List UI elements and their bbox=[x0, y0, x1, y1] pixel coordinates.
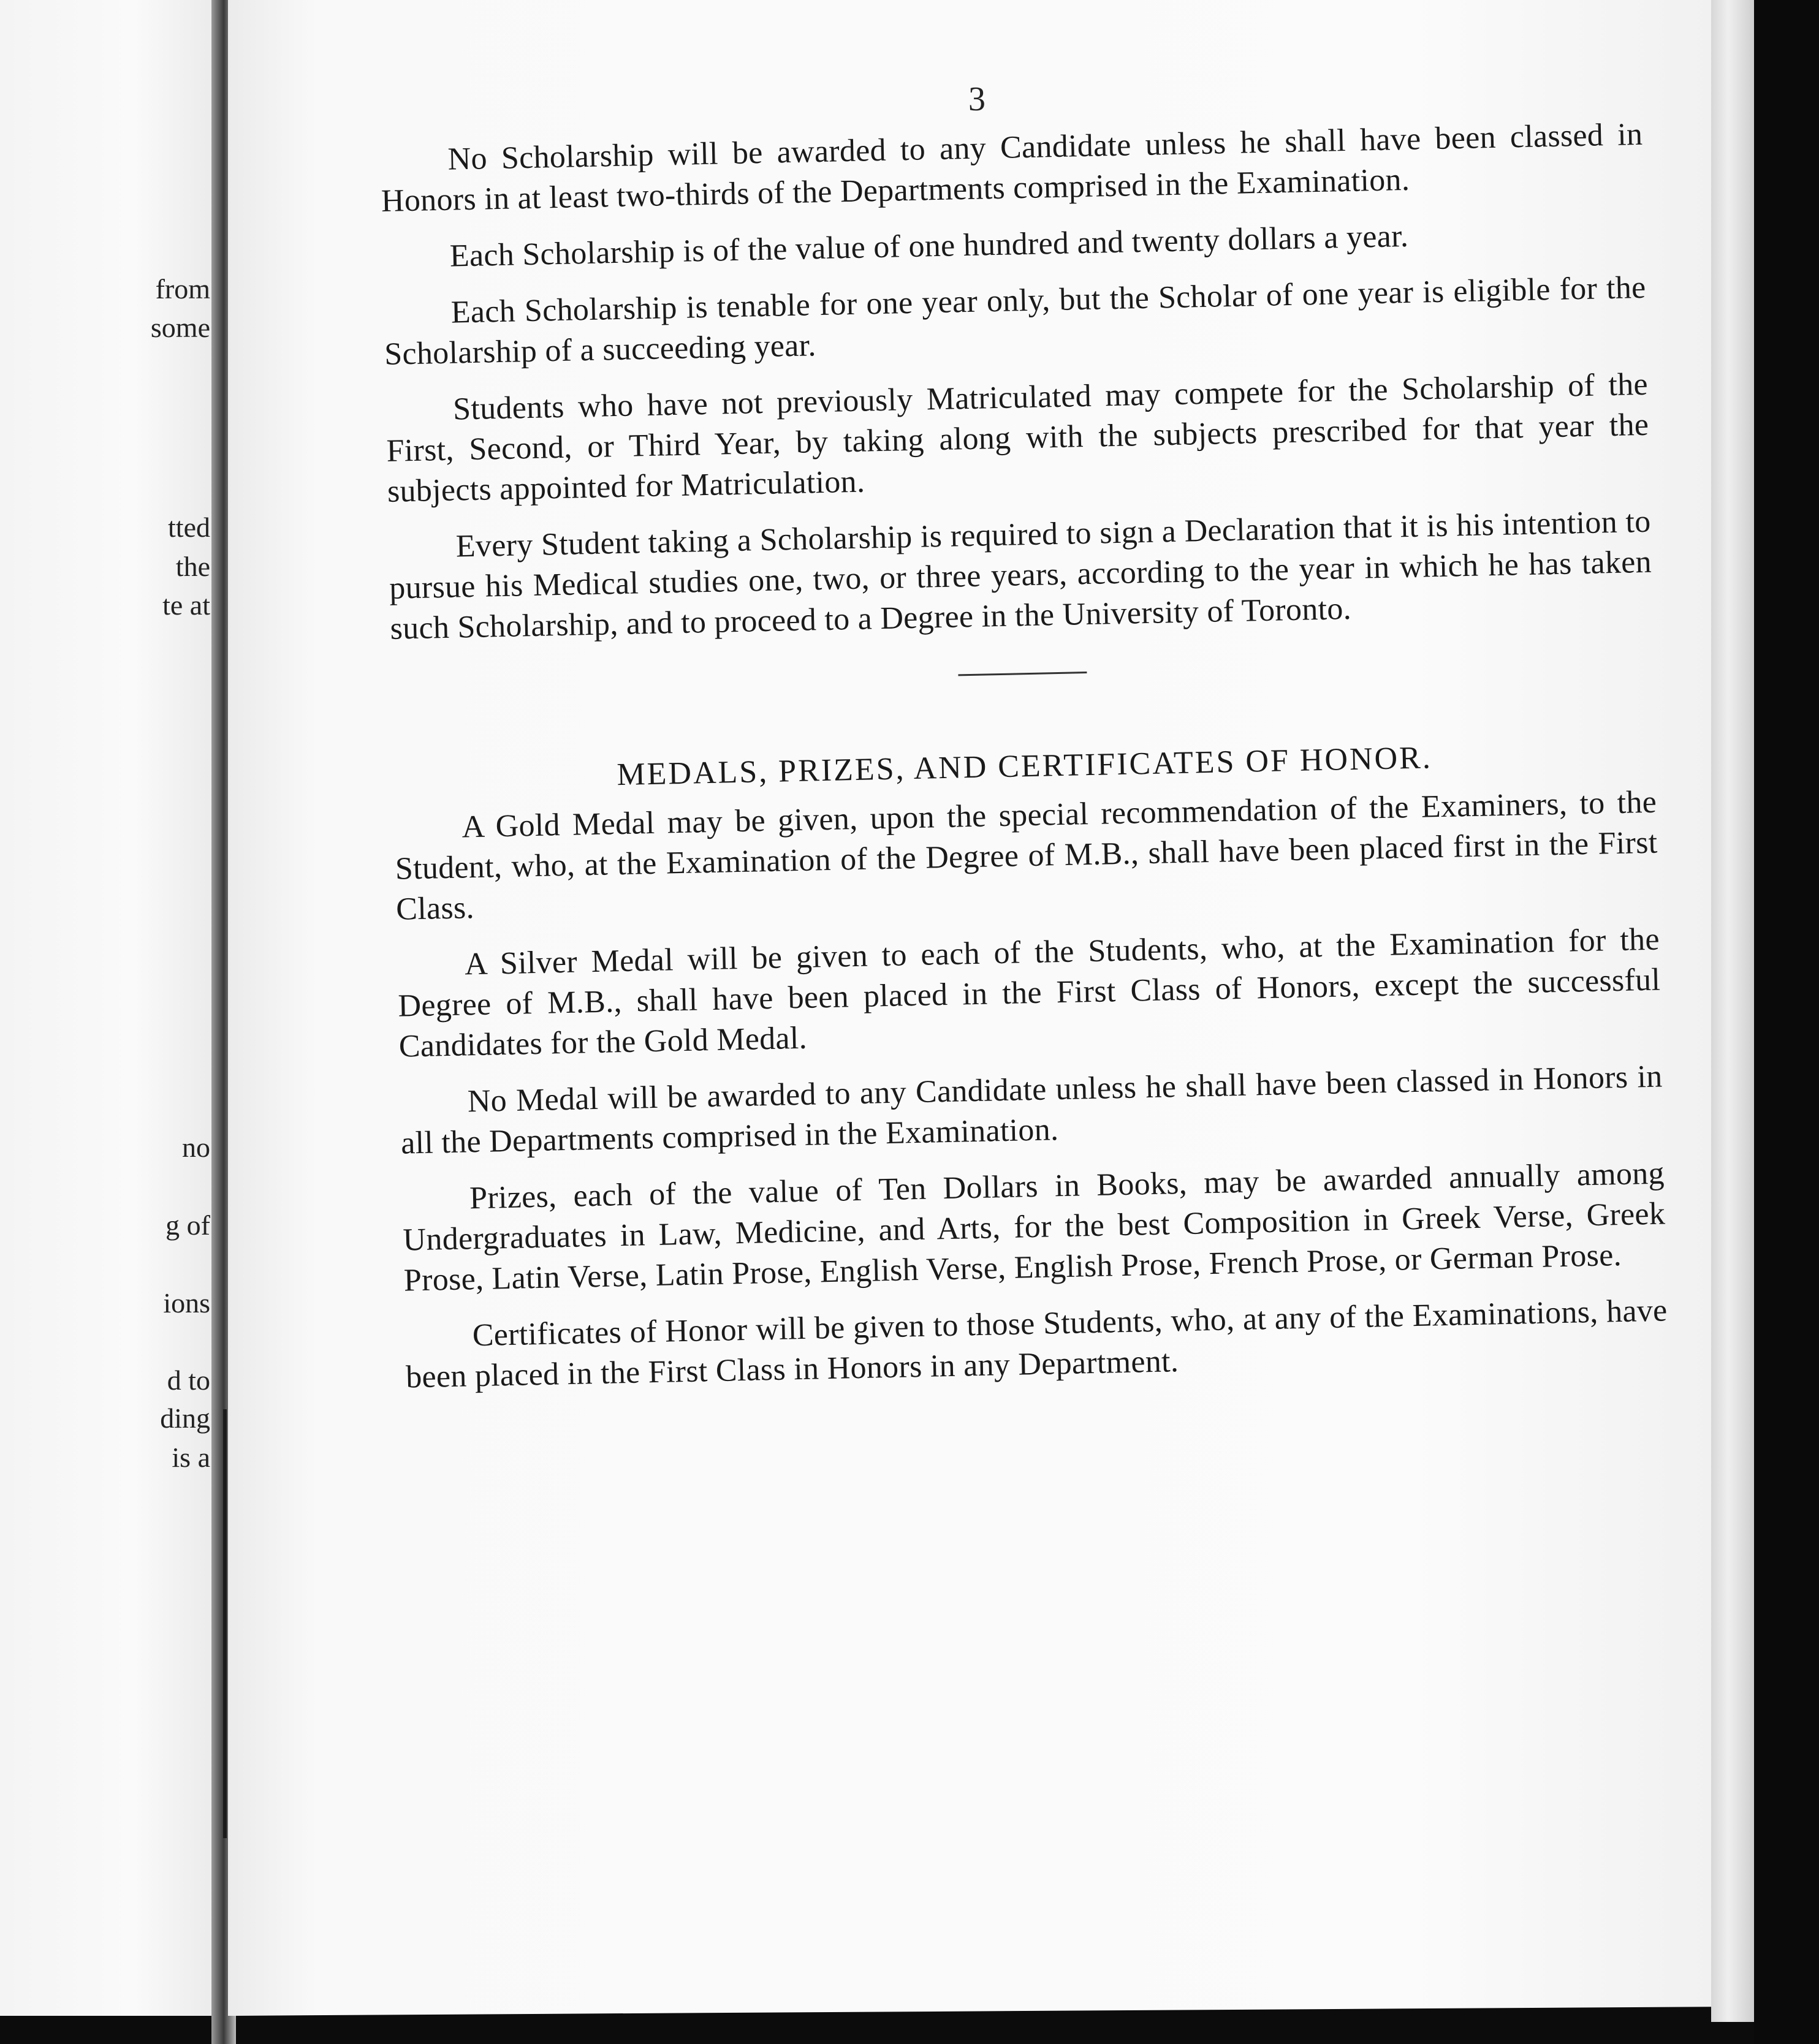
section-heading: MEDALS, PRIZES, AND CERTIFICATES OF HONOR. bbox=[616, 740, 1433, 793]
left-page-line: ions bbox=[163, 1287, 210, 1319]
medal-paragraph: A Gold Medal may be given, upon the special recommendation of the Examiners, to the Student, who, at the Examination of the Degree of M.B., shall have been placed first in the First Class. bbox=[395, 784, 1658, 927]
medal-paragraph: No Medal will be awarded to any Candidate unless he shall have been classed in Honors in all the Departments comprised in the Examination. bbox=[400, 1059, 1663, 1161]
scholarship-paragraph: Each Scholarship is of the value of one hundred and twenty dollars a year. bbox=[449, 218, 1409, 274]
left-page-line: d to bbox=[167, 1365, 210, 1396]
scan-border bbox=[1754, 0, 1819, 2044]
scholarship-paragraph: Every Student taking a Scholarship is required to sign a Declaration that it is his intention to pursue his Medical studies one, two, or three years, according to the year in which he has taken such Scholarship, and to proceed to a Degree in the University of Toronto. bbox=[389, 504, 1652, 646]
section-divider bbox=[958, 672, 1087, 676]
scholarship-paragraph: No Scholarship will be awarded to any Candidate unless he shall have been classed in Honors in at least two-thirds of the Departments comprised in the Examination. bbox=[381, 116, 1643, 219]
scholarship-paragraph: Students who have not previously Matriculated may compete for the Scholarship of the First, Second, or Third Year, by taking along with the subjects prescribed for that year the subjects appointed for Matriculation. bbox=[386, 366, 1649, 509]
scholarship-paragraph: Each Scholarship is tenable for one year only, but the Scholar of one year is eligible for the Scholarship of a succeeding year. bbox=[384, 270, 1647, 372]
left-page-line: g of bbox=[165, 1209, 210, 1241]
left-page-line: is a bbox=[172, 1442, 210, 1473]
page-edge bbox=[1711, 0, 1754, 2022]
medal-paragraph: A Silver Medal will be given to each of the Students, who, at the Examination for the Degree of M.B., shall have been placed in the First Class of Honors, except the successful Candidates for the Gold Medal. bbox=[397, 922, 1661, 1064]
left-page-line: from bbox=[155, 273, 210, 305]
left-page-line: te at bbox=[162, 589, 210, 621]
scholarship-section bbox=[380, 115, 1669, 1414]
medal-paragraph: Certificates of Honor will be given to those Students, who, at any of the Examinations, have been placed in the First Class in Honors in any Department. bbox=[405, 1293, 1668, 1395]
left-page-line: tted bbox=[168, 512, 210, 543]
left-page-line: some bbox=[150, 312, 210, 343]
left-facing-page bbox=[0, 0, 224, 2016]
left-page-line: the bbox=[175, 551, 210, 582]
binding-thread bbox=[223, 1409, 227, 1838]
left-page-line: no bbox=[182, 1132, 210, 1163]
left-page-line: ding bbox=[160, 1402, 210, 1434]
page-number: 3 bbox=[968, 80, 985, 118]
medal-paragraph: Prizes, each of the value of Ten Dollars in Books, may be awarded annually among Undergraduates in Law, Medicine, and Arts, for the best Composition in Greek Verse, Greek Prose, Latin Verse, Latin Prose, English Verse, English Prose, French Prose, or German Prose. bbox=[402, 1156, 1666, 1298]
